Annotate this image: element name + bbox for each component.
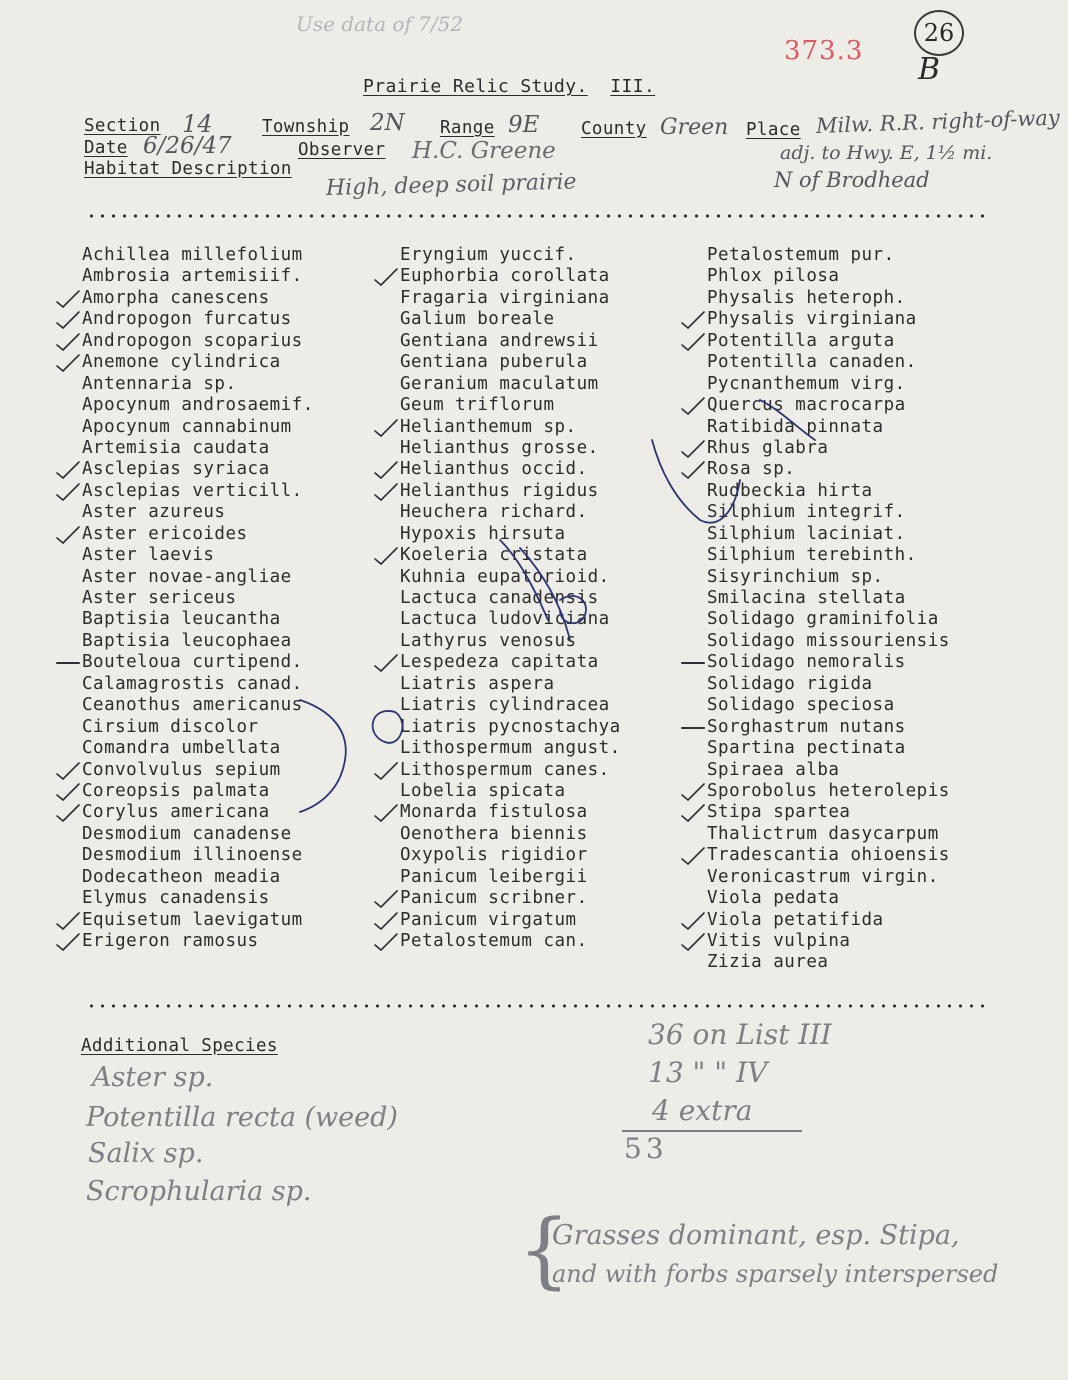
- check-mark-icon: [55, 910, 81, 931]
- species-entry: [400, 288, 621, 309]
- species-name: Antennaria sp.: [82, 373, 237, 394]
- species-entry: [82, 609, 314, 630]
- species-name: Silphium integrif.: [707, 502, 906, 523]
- species-name: Lathyrus venosus: [400, 630, 577, 651]
- species-entry: [400, 438, 621, 459]
- species-entry: [707, 567, 950, 588]
- township-value: 2N: [370, 110, 405, 136]
- species-column-3: [707, 245, 950, 974]
- place-value-line3: N of Brodhead: [774, 168, 930, 192]
- check-mark-icon: [55, 288, 81, 309]
- species-entry: [400, 245, 621, 266]
- range-value: 9E: [508, 112, 540, 138]
- species-entry: [707, 609, 950, 630]
- species-name: Artemisia caudata: [82, 437, 270, 458]
- species-entry: [707, 781, 950, 802]
- species-name: Geranium maculatum: [400, 373, 599, 394]
- species-entry: [400, 760, 621, 781]
- check-mark-icon: [55, 760, 81, 781]
- species-entry: [707, 331, 950, 352]
- species-entry: [400, 588, 621, 609]
- habitat-label: Habitat Description: [84, 159, 292, 179]
- species-entry: [82, 438, 314, 459]
- dotted-divider-bottom: [86, 1003, 988, 1009]
- species-entry: [707, 266, 950, 287]
- species-entry: [707, 867, 950, 888]
- species-entry: [707, 931, 950, 952]
- species-name: Sorghastrum nutans: [707, 716, 906, 737]
- species-entry: [707, 631, 950, 652]
- species-name: Aster laevis: [82, 545, 215, 566]
- species-name: Hypoxis hirsuta: [400, 523, 566, 544]
- check-mark-icon: [373, 481, 399, 502]
- tally-line-2: 13 " " IV: [648, 1056, 768, 1089]
- species-name: Smilacina stellata: [707, 588, 906, 608]
- species-entry: [707, 309, 950, 330]
- species-entry: [707, 352, 950, 373]
- species-name: Galium boreale: [400, 309, 555, 330]
- species-entry: [400, 824, 621, 845]
- species-name: Petalostemum can.: [400, 931, 588, 951]
- species-name: Aster ericoides: [82, 523, 248, 544]
- date-value: 6/26/47: [143, 133, 232, 159]
- check-mark-icon: [373, 760, 399, 781]
- species-entry: [707, 952, 950, 973]
- species-entry: [707, 674, 950, 695]
- species-name: Solidago graminifolia: [707, 609, 939, 630]
- species-name: Oenothera biennis: [400, 823, 588, 844]
- check-mark-icon: [373, 931, 399, 952]
- species-name: Rhus glabra: [707, 437, 829, 458]
- species-name: Andropogon scoparius: [82, 330, 303, 351]
- species-entry: [400, 395, 621, 416]
- species-entry: [707, 717, 950, 738]
- check-mark-icon: [680, 309, 706, 330]
- species-entry: [400, 781, 621, 802]
- species-entry: [707, 760, 950, 781]
- check-mark-icon: [680, 931, 706, 952]
- species-name: Monarda fistulosa: [400, 802, 588, 823]
- species-name: Stipa spartea: [707, 802, 851, 823]
- species-name: Euphorbia corollata: [400, 266, 610, 287]
- species-name: Gentiana puberula: [400, 352, 588, 373]
- species-entry: [82, 931, 314, 952]
- date-label: Date: [84, 138, 128, 158]
- species-entry: [400, 352, 621, 373]
- species-entry: [82, 545, 314, 566]
- species-name: Panicum leibergii: [400, 866, 588, 887]
- species-entry: [400, 545, 621, 566]
- species-name: Baptisia leucophaea: [82, 630, 292, 651]
- species-name: Achillea millefolium: [82, 245, 303, 265]
- check-mark-icon: [55, 781, 81, 802]
- species-entry: [82, 352, 314, 373]
- species-name: Quercus macrocarpa: [707, 395, 906, 416]
- species-entry: [707, 288, 950, 309]
- check-mark-icon: [373, 888, 399, 909]
- scribble-loop-small: [373, 711, 403, 743]
- top-note: Use data of 7/52: [296, 12, 464, 36]
- species-entry: [707, 845, 950, 866]
- species-entry: [82, 631, 314, 652]
- species-entry: [707, 502, 950, 523]
- additional-label: Additional Species: [81, 1036, 278, 1056]
- species-name: Apocynum androsaemif.: [82, 395, 314, 416]
- species-name: Solidago nemoralis: [707, 652, 906, 673]
- species-name: Dodecatheon meadia: [82, 866, 281, 887]
- species-entry: [707, 524, 950, 545]
- check-mark-icon: [373, 545, 399, 566]
- note-brace: {: [518, 1203, 571, 1298]
- check-mark-icon: [55, 802, 81, 823]
- species-entry: [82, 781, 314, 802]
- species-entry: [82, 417, 314, 438]
- species-name: Lactuca ludoviciana: [400, 609, 610, 630]
- species-entry: [82, 888, 314, 909]
- species-entry: [400, 717, 621, 738]
- species-name: Tradescantia ohioensis: [707, 845, 950, 866]
- species-entry: [707, 588, 950, 609]
- page-title: [363, 76, 655, 97]
- check-mark-icon: [55, 309, 81, 330]
- species-name: Heuchera richard.: [400, 502, 588, 523]
- species-name: Solidago missouriensis: [707, 630, 950, 651]
- check-mark-icon: [373, 910, 399, 931]
- species-name: Physalis heteroph.: [707, 287, 906, 308]
- species-entry: [82, 288, 314, 309]
- species-name: Fragaria virginiana: [400, 287, 610, 308]
- check-mark-icon: [55, 931, 81, 952]
- place-value-line1: Milw. R.R. right-of-way: [815, 105, 1061, 138]
- species-name: Veronicastrum virgin.: [707, 866, 939, 887]
- note-line-2: and with forbs sparsely interspersed: [552, 1260, 999, 1288]
- species-name: Panicum virgatum: [400, 909, 577, 930]
- species-name: Koeleria cristata: [400, 545, 588, 566]
- species-entry: [400, 695, 621, 716]
- species-name: Elymus canadensis: [82, 888, 270, 909]
- species-name: Amorpha canescens: [82, 287, 270, 308]
- species-name: Potentilla arguta: [707, 330, 895, 351]
- species-entry: [707, 695, 950, 716]
- additional-item: Potentilla recta (weed): [86, 1102, 398, 1133]
- species-name: Thalictrum dasycarpum: [707, 823, 939, 844]
- species-name: Liatris aspera: [400, 673, 555, 694]
- species-name: Baptisia leucantha: [82, 609, 281, 630]
- check-mark-icon: [680, 395, 706, 416]
- species-name: Helianthus occid.: [400, 459, 588, 480]
- species-name: Helianthus rigidus: [400, 480, 599, 501]
- species-name: Cirsium discolor: [82, 716, 259, 737]
- species-entry: [82, 266, 314, 287]
- species-entry: [707, 438, 950, 459]
- species-name: Phlox pilosa: [707, 266, 840, 287]
- species-name: Equisetum laevigatum: [82, 909, 303, 930]
- species-name: Spartina pectinata: [707, 738, 906, 759]
- check-mark-icon: [373, 459, 399, 480]
- check-mark-icon: [373, 652, 399, 673]
- species-name: Erigeron ramosus: [82, 931, 259, 951]
- species-entry: [707, 245, 950, 266]
- species-name: Vitis vulpina: [707, 931, 851, 951]
- species-name: Aster azureus: [82, 502, 226, 523]
- check-mark-icon: [55, 524, 81, 545]
- red-code: 373.3: [784, 36, 864, 66]
- species-entry: [82, 845, 314, 866]
- species-name: Coreopsis palmata: [82, 780, 270, 801]
- species-name: Lactuca canadensis: [400, 588, 599, 608]
- species-entry: [707, 374, 950, 395]
- species-name: Desmodium illinoense: [82, 845, 303, 866]
- species-entry: [707, 738, 950, 759]
- check-mark-icon: [55, 459, 81, 480]
- species-name: Potentilla canaden.: [707, 352, 917, 373]
- species-name: Lithospermum canes.: [400, 759, 610, 780]
- species-name: Kuhnia eupatorioid.: [400, 566, 610, 587]
- species-entry: [82, 481, 314, 502]
- species-name: Silphium terebinth.: [707, 545, 917, 566]
- section-value: 14: [182, 110, 213, 138]
- species-entry: [400, 374, 621, 395]
- tally-line-1: 36 on List III: [648, 1018, 832, 1051]
- species-name: Panicum scribner.: [400, 888, 588, 909]
- species-entry: [707, 652, 950, 673]
- species-entry: [82, 652, 314, 673]
- species-entry: [400, 309, 621, 330]
- species-name: Spiraea alba: [707, 759, 840, 780]
- observer-value: H.C. Greene: [412, 138, 556, 164]
- section-label: Section: [84, 116, 161, 136]
- species-entry: [707, 481, 950, 502]
- species-name: Rosa sp.: [707, 459, 796, 480]
- county-label: County: [581, 119, 647, 139]
- check-mark-icon: [680, 331, 706, 352]
- species-entry: [400, 931, 621, 952]
- species-name: Asclepias verticill.: [82, 480, 303, 501]
- species-name: Oxypolis rigidior: [400, 845, 588, 866]
- species-name: Viola pedata: [707, 888, 840, 909]
- species-entry: [400, 609, 621, 630]
- species-entry: [400, 481, 621, 502]
- species-name: Bouteloua curtipend.: [82, 652, 303, 673]
- species-entry: [400, 331, 621, 352]
- species-name: Aster sericeus: [82, 588, 237, 608]
- species-entry: [82, 674, 314, 695]
- species-name: Andropogon furcatus: [82, 309, 292, 330]
- species-entry: [82, 824, 314, 845]
- species-entry: [82, 395, 314, 416]
- species-name: Ambrosia artemisiif.: [82, 266, 303, 287]
- species-entry: [707, 545, 950, 566]
- additional-item: Scrophularia sp.: [86, 1176, 312, 1207]
- species-name: Lespedeza capitata: [400, 652, 599, 673]
- species-entry: [400, 867, 621, 888]
- species-entry: [707, 824, 950, 845]
- species-entry: [707, 802, 950, 823]
- species-entry: [82, 738, 314, 759]
- habitat-value: High, deep soil prairie: [325, 169, 577, 201]
- check-mark-icon: [680, 845, 706, 866]
- species-entry: [707, 888, 950, 909]
- species-name: Lobelia spicata: [400, 780, 566, 801]
- township-label: Township: [262, 117, 350, 137]
- species-name: Viola petatifida: [707, 909, 884, 930]
- species-name: Helianthemum sp.: [400, 416, 577, 437]
- species-entry: [82, 374, 314, 395]
- check-mark-icon: [55, 352, 81, 373]
- species-name: Asclepias syriaca: [82, 459, 270, 480]
- additional-item: Salix sp.: [88, 1138, 204, 1169]
- species-entry: [400, 524, 621, 545]
- species-entry: [400, 502, 621, 523]
- species-name: Apocynum cannabinum: [82, 416, 292, 437]
- species-name: Aster novae-angliae: [82, 566, 292, 587]
- place-value-line2: adj. to Hwy. E, 1½ mi.: [780, 142, 993, 164]
- check-mark-icon: [55, 481, 81, 502]
- check-mark-icon: [55, 331, 81, 352]
- circled-number: [914, 10, 964, 56]
- species-name: Liatris cylindracea: [400, 695, 610, 716]
- range-label: Range: [440, 118, 495, 138]
- species-entry: [82, 695, 314, 716]
- species-entry: [82, 459, 314, 480]
- check-mark-icon: [680, 910, 706, 931]
- species-entry: [400, 802, 621, 823]
- species-name: Liatris pycnostachya: [400, 716, 621, 737]
- check-mark-icon: [680, 459, 706, 480]
- species-name: Silphium laciniat.: [707, 523, 906, 544]
- species-entry: [82, 245, 314, 266]
- species-entry: [82, 502, 314, 523]
- county-value: Green: [660, 115, 729, 140]
- species-name: Ratibida pinnata: [707, 416, 884, 437]
- species-entry: [400, 631, 621, 652]
- place-label: Place: [746, 120, 801, 140]
- species-name: Ceanothus americanus: [82, 695, 303, 716]
- dotted-divider-top: [86, 213, 988, 219]
- dash-mark-icon: [55, 652, 81, 673]
- check-mark-icon: [680, 781, 706, 802]
- species-entry: [400, 652, 621, 673]
- species-entry: [400, 266, 621, 287]
- tally-total: 53: [624, 1132, 668, 1165]
- species-entry: [707, 417, 950, 438]
- species-entry: [82, 717, 314, 738]
- species-column-1: [82, 245, 314, 952]
- dash-mark-icon: [680, 652, 706, 673]
- species-entry: [82, 802, 314, 823]
- check-mark-icon: [373, 802, 399, 823]
- species-entry: [400, 567, 621, 588]
- species-entry: [400, 417, 621, 438]
- species-entry: [707, 459, 950, 480]
- species-entry: [82, 910, 314, 931]
- species-name: Lithospermum angust.: [400, 738, 621, 759]
- species-entry: [400, 910, 621, 931]
- species-name: Sisyrinchium sp.: [707, 566, 884, 587]
- check-mark-icon: [373, 417, 399, 438]
- species-entry: [82, 309, 314, 330]
- species-entry: [400, 738, 621, 759]
- species-entry: [400, 459, 621, 480]
- dash-mark-icon: [680, 717, 706, 738]
- species-name: Geum triflorum: [400, 395, 555, 416]
- additional-item: Aster sp.: [92, 1062, 214, 1093]
- species-name: Petalostemum pur.: [707, 245, 895, 265]
- species-name: Corylus americana: [82, 802, 270, 823]
- species-name: Calamagrostis canad.: [82, 673, 303, 694]
- species-entry: [82, 567, 314, 588]
- title-part: III.: [610, 76, 656, 97]
- species-entry: [707, 395, 950, 416]
- tally-line-3: 4 extra: [652, 1094, 753, 1127]
- species-name: Zizia aurea: [707, 952, 829, 973]
- species-entry: [707, 910, 950, 931]
- species-entry: [400, 888, 621, 909]
- check-mark-icon: [680, 802, 706, 823]
- species-name: Sporobolus heterolepis: [707, 780, 950, 801]
- species-entry: [82, 867, 314, 888]
- species-name: Solidago speciosa: [707, 695, 895, 716]
- species-name: Helianthus grosse.: [400, 437, 599, 458]
- letter-b: B: [918, 52, 941, 87]
- species-name: Anemone cylindrica: [82, 352, 281, 373]
- species-name: Desmodium canadense: [82, 823, 292, 844]
- species-entry: [400, 845, 621, 866]
- title-text: Prairie Relic Study.: [363, 76, 588, 97]
- species-column-2: [400, 245, 621, 952]
- species-entry: [82, 524, 314, 545]
- species-name: Eryngium yuccif.: [400, 245, 577, 265]
- species-entry: [82, 331, 314, 352]
- species-name: Comandra umbellata: [82, 738, 281, 759]
- species-entry: [82, 588, 314, 609]
- species-name: Physalis virginiana: [707, 309, 917, 330]
- observer-label: Observer: [298, 140, 386, 160]
- species-entry: [82, 760, 314, 781]
- species-name: Gentiana andrewsii: [400, 330, 599, 351]
- note-line-1: Grasses dominant, esp. Stipa,: [552, 1220, 960, 1251]
- species-entry: [400, 674, 621, 695]
- species-name: Pycnanthemum virg.: [707, 373, 906, 394]
- check-mark-icon: [373, 266, 399, 287]
- species-name: Rudbeckia hirta: [707, 480, 873, 501]
- circled-number-text: 26: [923, 19, 955, 47]
- species-name: Convolvulus sepium: [82, 759, 281, 780]
- species-name: Solidago rigida: [707, 673, 873, 694]
- check-mark-icon: [680, 438, 706, 459]
